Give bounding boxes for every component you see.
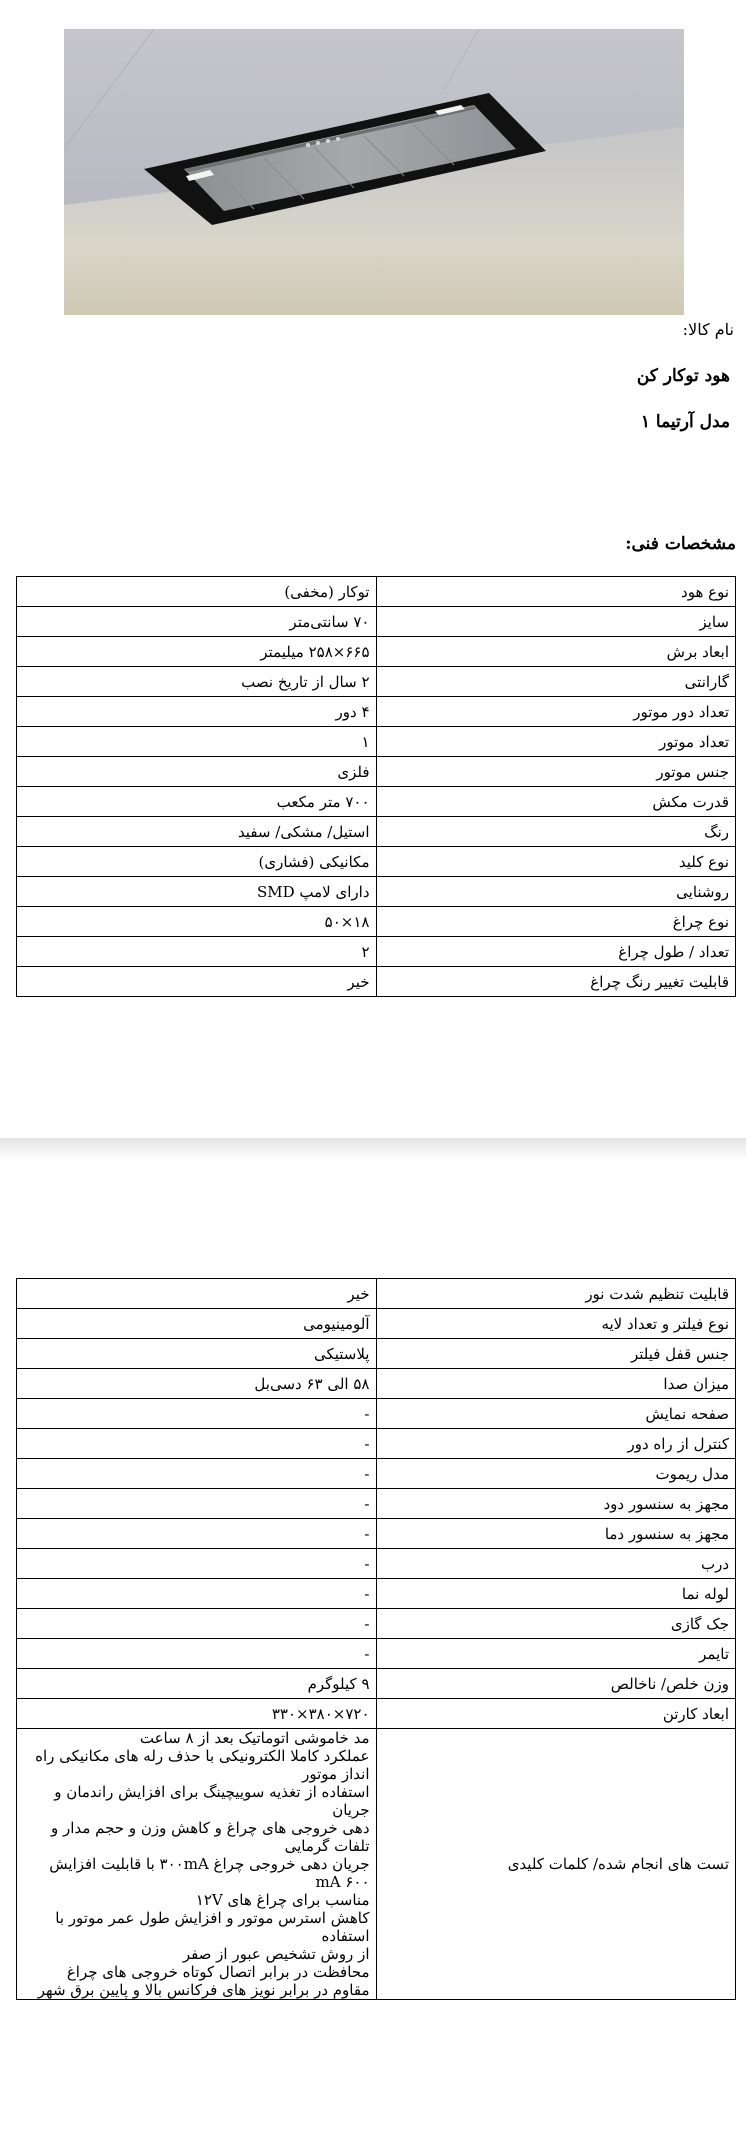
spec-value: ۲ bbox=[17, 937, 377, 967]
spec-value: - bbox=[17, 1549, 377, 1579]
table-row bbox=[17, 1669, 736, 1699]
spec-key: روشنایی bbox=[376, 877, 736, 907]
spec-key: درب bbox=[376, 1549, 736, 1579]
spec-value: ۴ دور bbox=[17, 697, 377, 727]
table-row bbox=[17, 877, 736, 907]
page-separator bbox=[0, 1138, 746, 1160]
spec-value: ۷۰ سانتی‌متر bbox=[17, 607, 377, 637]
spec-key: تعداد دور موتور bbox=[376, 697, 736, 727]
table-row bbox=[17, 607, 736, 637]
spec-value: آلومینیومی bbox=[17, 1309, 377, 1339]
list-item: انداز موتور bbox=[302, 1765, 370, 1783]
spec-value: خیر bbox=[17, 1279, 377, 1309]
spec-value: - bbox=[17, 1459, 377, 1489]
table-row bbox=[17, 577, 736, 607]
spec-key: قدرت مکش bbox=[376, 787, 736, 817]
list-item: از روش تشخیص عبور از صفر bbox=[182, 1945, 370, 1963]
table-row bbox=[17, 847, 736, 877]
table-row bbox=[17, 697, 736, 727]
specs-table-1 bbox=[16, 576, 736, 997]
table-row bbox=[17, 1399, 736, 1429]
table-row bbox=[17, 1309, 736, 1339]
spec-key: نوع هود bbox=[376, 577, 736, 607]
list-item: مناسب برای چراغ های ۱۲V bbox=[195, 1891, 370, 1909]
table-row bbox=[17, 817, 736, 847]
specs-heading: مشخصات فنی: bbox=[625, 534, 736, 554]
table-row bbox=[17, 1549, 736, 1579]
spec-value: - bbox=[17, 1639, 377, 1669]
product-title: هود توکار کن bbox=[636, 366, 730, 386]
table-row bbox=[17, 1459, 736, 1489]
spec-key: رنگ bbox=[376, 817, 736, 847]
spec-value: - bbox=[17, 1429, 377, 1459]
spec-key: تایمر bbox=[376, 1639, 736, 1669]
table-row bbox=[17, 937, 736, 967]
table-row bbox=[17, 1609, 736, 1639]
spec-key: تعداد موتور bbox=[376, 727, 736, 757]
table-row bbox=[17, 1639, 736, 1669]
list-item: تلفات گرمایی bbox=[284, 1837, 370, 1855]
list-item: ۶۰۰ mA bbox=[315, 1873, 370, 1891]
spec-value: ۱۸×۵۰ bbox=[17, 907, 377, 937]
list-item: دهی خروجی های چراغ و کاهش وزن و حجم مدار و bbox=[51, 1819, 370, 1837]
spec-value: ۷۲۰×۳۸۰×۳۳۰ bbox=[17, 1699, 377, 1729]
table-row bbox=[17, 1729, 736, 2000]
spec-value: دارای لامپ SMD bbox=[17, 877, 377, 907]
spec-key: مجهز به سنسور دما bbox=[376, 1519, 736, 1549]
table-row bbox=[17, 727, 736, 757]
spec-key: کنترل از راه دور bbox=[376, 1429, 736, 1459]
spec-value: ۶۶۵×۲۵۸ میلیمتر bbox=[17, 637, 377, 667]
table-row bbox=[17, 1579, 736, 1609]
table-row bbox=[17, 1429, 736, 1459]
spec-key: میزان صدا bbox=[376, 1369, 736, 1399]
list-item: مقاوم در برابر نویز های فرکانس بالا و پایین برق شهر bbox=[37, 1981, 370, 1999]
table-row bbox=[17, 1339, 736, 1369]
table-row bbox=[17, 967, 736, 997]
key-tests-label: تست های انجام شده/ کلمات کلیدی bbox=[376, 1729, 736, 2000]
spec-value: ۵۸ الی ۶۳ دسی‌بل bbox=[17, 1369, 377, 1399]
spec-key: جنس موتور bbox=[376, 757, 736, 787]
list-item: جریان دهی خروجی چراغ ۳۰۰mA با قابلیت افزایش bbox=[49, 1855, 370, 1873]
product-image bbox=[64, 29, 684, 315]
table-row bbox=[17, 1489, 736, 1519]
spec-value: مکانیکی (فشاری) bbox=[17, 847, 377, 877]
spec-value: - bbox=[17, 1609, 377, 1639]
spec-key: لوله نما bbox=[376, 1579, 736, 1609]
spec-value: توکار (مخفی) bbox=[17, 577, 377, 607]
spec-key: صفحه نمایش bbox=[376, 1399, 736, 1429]
spec-value: خیر bbox=[17, 967, 377, 997]
spec-value: ۹ کیلوگرم bbox=[17, 1669, 377, 1699]
spec-key: نوع چراغ bbox=[376, 907, 736, 937]
spec-key: جک گازی bbox=[376, 1609, 736, 1639]
spec-key: تعداد / طول چراغ bbox=[376, 937, 736, 967]
spec-key: گارانتی bbox=[376, 667, 736, 697]
spec-value: - bbox=[17, 1519, 377, 1549]
spec-key: سایز bbox=[376, 607, 736, 637]
spec-value: ۱ bbox=[17, 727, 377, 757]
list-item: عملکرد کاملا الکترونیکی با حذف رله های مکانیکی راه bbox=[35, 1747, 370, 1765]
spec-value: - bbox=[17, 1489, 377, 1519]
spec-value: - bbox=[17, 1579, 377, 1609]
spec-key: مدل ریموت bbox=[376, 1459, 736, 1489]
key-tests-list bbox=[17, 1729, 377, 2000]
table-row bbox=[17, 757, 736, 787]
table-row bbox=[17, 787, 736, 817]
spec-key: ابعاد برش bbox=[376, 637, 736, 667]
list-item: استفاده از تغذیه سوییچینگ برای افزایش راندمان و جریان bbox=[54, 1783, 370, 1819]
spec-key: نوع کلید bbox=[376, 847, 736, 877]
spec-key: قابلیت تنظیم شدت نور bbox=[376, 1279, 736, 1309]
table-row bbox=[17, 1699, 736, 1729]
spec-key: جنس قفل فیلتر bbox=[376, 1339, 736, 1369]
spec-key: نوع فیلتر و تعداد لایه bbox=[376, 1309, 736, 1339]
spec-key: مجهز به سنسور دود bbox=[376, 1489, 736, 1519]
list-item: مد خاموشی اتوماتیک بعد از ۸ ساعت bbox=[139, 1729, 370, 1747]
spec-value: ۷۰۰ متر مکعب bbox=[17, 787, 377, 817]
spec-value: پلاستیکی bbox=[17, 1339, 377, 1369]
list-item: کاهش استرس موتور و افزایش طول عمر موتور با استفاده bbox=[55, 1909, 370, 1945]
list-item: محافظت در برابر اتصال کوتاه خروجی های چراغ bbox=[66, 1963, 370, 1981]
table-row bbox=[17, 637, 736, 667]
table-row bbox=[17, 907, 736, 937]
spec-value: استیل/ مشکی/ سفید bbox=[17, 817, 377, 847]
spec-key: قابلیت تغییر رنگ چراغ bbox=[376, 967, 736, 997]
table-row bbox=[17, 1519, 736, 1549]
spec-value: - bbox=[17, 1399, 377, 1429]
product-name-label: نام کالا: bbox=[682, 320, 734, 339]
table-row bbox=[17, 1369, 736, 1399]
table-row bbox=[17, 1279, 736, 1309]
spec-key: وزن خلص/ ناخالص bbox=[376, 1669, 736, 1699]
product-model: مدل آرتیما ۱ bbox=[640, 412, 730, 432]
specs-table-2 bbox=[16, 1278, 736, 2000]
table-row bbox=[17, 667, 736, 697]
spec-value: ۲ سال از تاریخ نصب bbox=[17, 667, 377, 697]
spec-value: فلزی bbox=[17, 757, 377, 787]
spec-key: ابعاد کارتن bbox=[376, 1699, 736, 1729]
